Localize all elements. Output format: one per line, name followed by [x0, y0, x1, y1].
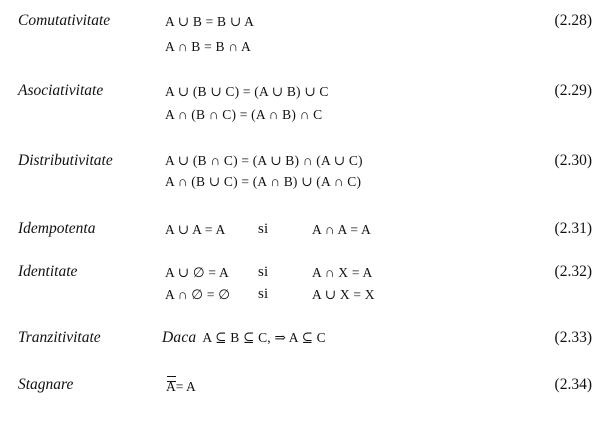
- equation-number: (2.29): [554, 82, 592, 99]
- formula-line: A ∩ (B ∪ C) = (A ∩ B) ∪ (A ∩ C): [165, 174, 362, 189]
- formula-text: A ⊆ B ⊆ C, ⇒ A ⊆ C: [202, 330, 326, 345]
- law-name: Distributivitate: [18, 152, 113, 169]
- law-name: Comutativitate: [18, 12, 111, 29]
- si-connector: si: [258, 264, 269, 280]
- law-name: Asociativitate: [18, 82, 104, 99]
- formula-line: A ∪ (B ∪ C) = (A ∪ B) ∪ C: [165, 84, 329, 99]
- law-name: Tranzitivitate: [18, 329, 101, 346]
- equation-number: (2.33): [554, 329, 592, 346]
- formula-line: A ∩ (B ∩ C) = (A ∩ B) ∩ C: [165, 107, 323, 122]
- law-name: Idempotenta: [18, 220, 96, 237]
- si-connector: si: [258, 286, 269, 302]
- equation-number: (2.28): [554, 12, 592, 29]
- formula-line: A ∪ B = B ∪ A: [165, 14, 255, 29]
- formula-line: A ∪ (B ∩ C) = (A ∪ B) ∩ (A ∪ C): [165, 153, 363, 168]
- formula-rest: = A: [175, 379, 196, 394]
- si-connector: si: [258, 221, 269, 237]
- equation-number: (2.30): [554, 152, 592, 169]
- formula-right: A ∩ A = A: [312, 222, 371, 237]
- formula-line: [162, 329, 326, 347]
- complement-letter: A: [166, 379, 176, 394]
- formula-line: A ∩ B = B ∩ A: [165, 39, 251, 54]
- law-name: Identitate: [18, 263, 78, 280]
- formula-left: A ∪ A = A: [165, 222, 226, 237]
- daca-prefix: Daca: [162, 329, 197, 346]
- formula-line: [166, 379, 196, 395]
- equation-number: (2.34): [554, 376, 592, 393]
- formula-left: A ∩ ∅ = ∅: [165, 287, 231, 302]
- law-name: Stagnare: [18, 376, 74, 393]
- formula-right: A ∩ X = A: [312, 265, 373, 280]
- formula-left: A ∪ ∅ = A: [165, 265, 229, 280]
- formula-right: A ∪ X = X: [312, 287, 375, 302]
- equation-number: (2.31): [554, 220, 592, 237]
- double-complement: [166, 379, 176, 395]
- equation-number: (2.32): [554, 263, 592, 280]
